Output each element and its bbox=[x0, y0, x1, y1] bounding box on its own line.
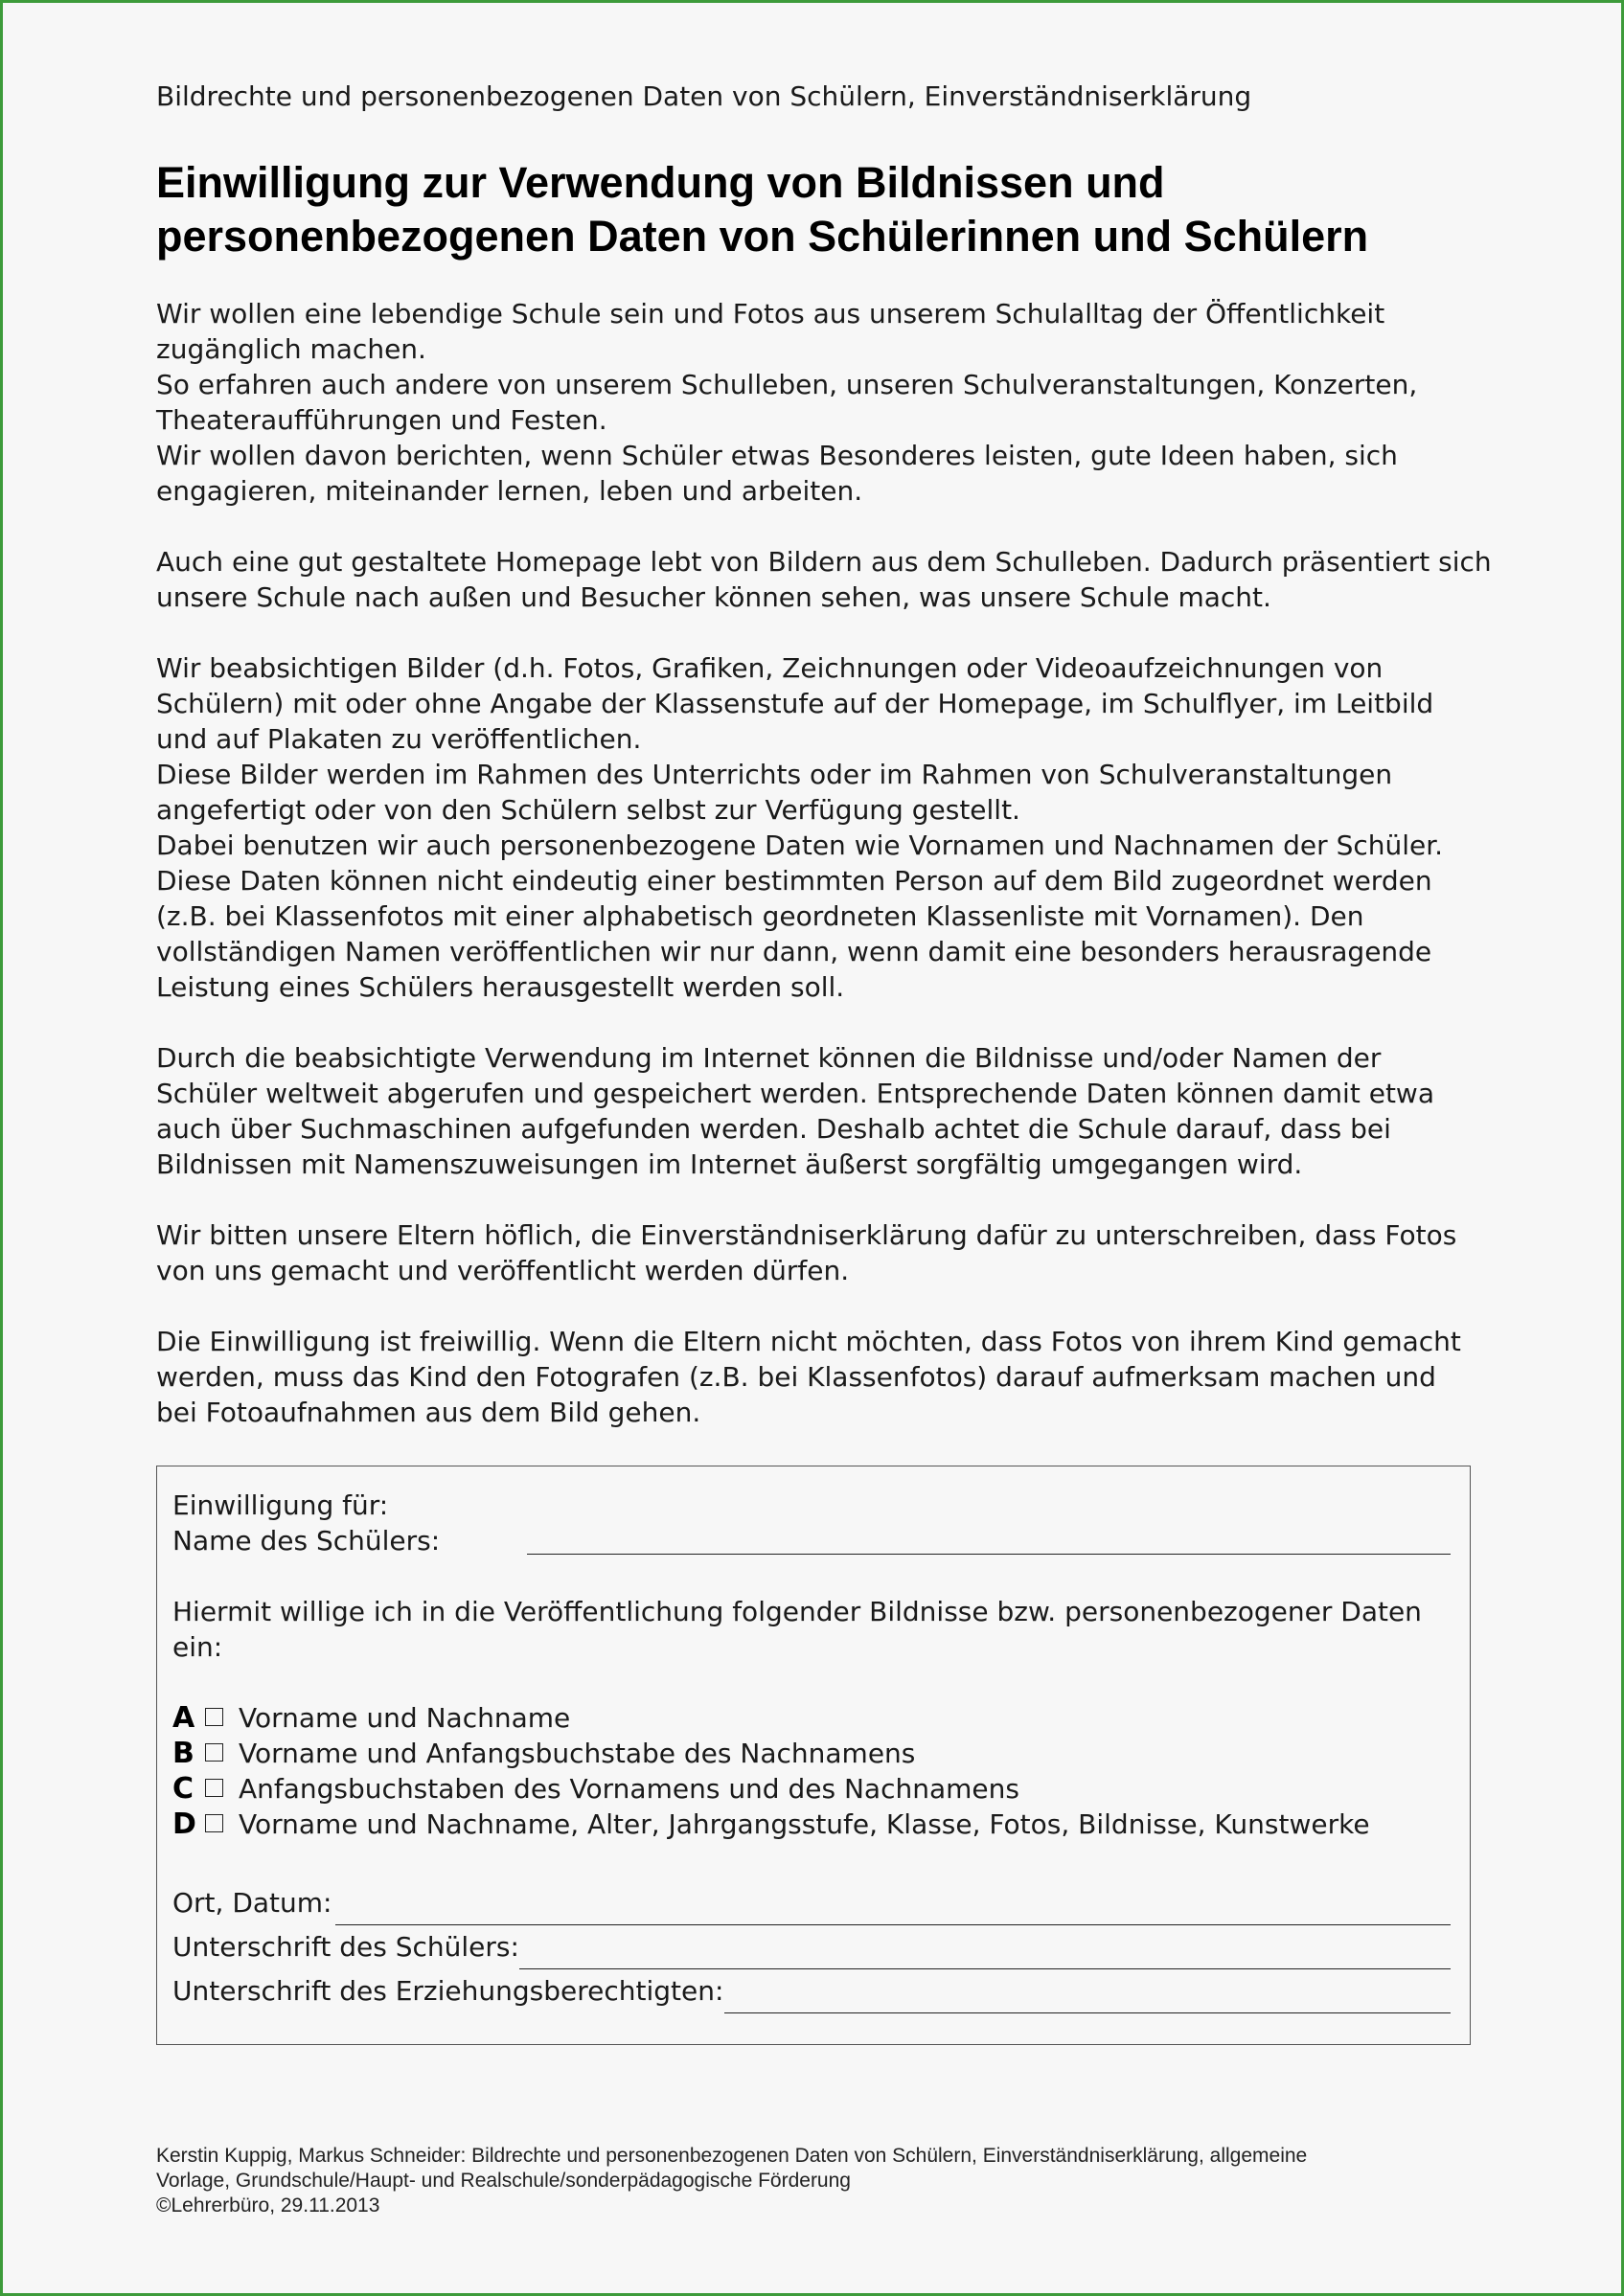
footer-line: ©Lehrerbüro, 29.11.2013 bbox=[156, 2194, 380, 2216]
paragraph bbox=[156, 1324, 1478, 1430]
consent-for-label: Einwilligung für: bbox=[172, 1489, 389, 1521]
option-label: Vorname und Anfangsbuchstabe des Nachnamens bbox=[239, 1738, 916, 1769]
text-line: So erfahren auch andere von unserem Schulleben, unseren Schulveranstaltungen, Konzerten, bbox=[156, 369, 1418, 400]
text-line: vollständigen Namen veröffentlichen wir nur dann, wenn damit eine besonders herausragende bbox=[156, 936, 1432, 967]
footer-line: Vorlage, Grundschule/Haupt- und Realschule/sonderpädagogische Förderung bbox=[156, 2170, 851, 2192]
paragraph bbox=[156, 1040, 1478, 1182]
option-d-checkbox[interactable] bbox=[205, 1814, 223, 1832]
consent-text-line: ein: bbox=[172, 1631, 223, 1663]
running-header: Bildrechte und personenbezogenen Daten von Schülern, Einverständniserklärung bbox=[156, 80, 1252, 112]
paragraph bbox=[156, 296, 1478, 509]
spacer bbox=[172, 1665, 1456, 1700]
option-b-checkbox[interactable] bbox=[205, 1743, 223, 1762]
text-line: Wir beabsichtigen Bilder (d.h. Fotos, Grafiken, Zeichnungen oder Videoaufzeichnungen von bbox=[156, 652, 1384, 684]
text-line: engagieren, miteinander lernen, leben und arbeiten. bbox=[156, 475, 863, 507]
spacer bbox=[172, 1558, 1456, 1594]
consent-form-box bbox=[156, 1466, 1471, 2045]
student-name-field[interactable] bbox=[527, 1554, 1451, 1555]
text-line: Bildnissen mit Namenszuweisungen im Internet äußerst sorgfältig umgegangen wird. bbox=[156, 1148, 1303, 1180]
text-line: (z.B. bei Klassenfotos mit einer alphabetisch geordneten Klassenliste mit Vornamen). Den bbox=[156, 900, 1364, 932]
option-a bbox=[172, 1700, 1456, 1736]
document-footer bbox=[156, 2144, 1498, 2218]
text-line: werden, muss das Kind den Fotografen (z.B. bei Klassenfotos) darauf aufmerksam machen und bbox=[156, 1361, 1436, 1393]
student-name-label: Name des Schülers: bbox=[172, 1525, 441, 1557]
text-line: Wir wollen davon berichten, wenn Schüler etwas Besonderes leisten, gute Ideen haben, sich bbox=[156, 440, 1398, 471]
guardian-signature-row bbox=[172, 1973, 1456, 2017]
body-text bbox=[156, 296, 1492, 1466]
consent-text-line: Hiermit willige ich in die Veröffentlichung folgender Bildnisse bzw. personenbezogener Daten bbox=[172, 1596, 1422, 1627]
option-a-checkbox[interactable] bbox=[205, 1708, 223, 1726]
student-signature-field[interactable] bbox=[519, 1968, 1451, 1969]
title-line: Einwilligung zur Verwendung von Bildnissen und bbox=[156, 158, 1165, 207]
text-line: Schüler weltweit abgerufen und gespeichert werden. Entsprechende Daten können damit etwa bbox=[156, 1078, 1434, 1109]
text-line: Leistung eines Schülers herausgestellt werden soll. bbox=[156, 971, 845, 1003]
place-date-label: Ort, Datum: bbox=[172, 1887, 332, 1919]
option-d bbox=[172, 1807, 1456, 1842]
text-line: Wir bitten unsere Eltern höflich, die Einverständniserklärung dafür zu unterschreiben, dass Fotos bbox=[156, 1219, 1457, 1251]
text-line: Diese Bilder werden im Rahmen des Unterrichts oder im Rahmen von Schulveranstaltungen bbox=[156, 759, 1393, 790]
text-line: angefertigt oder von den Schülern selbst zur Verfügung gestellt. bbox=[156, 794, 1020, 826]
spacer bbox=[172, 1842, 1456, 1885]
text-line: Diese Daten können nicht eindeutig einer bestimmten Person auf dem Bild zugeordnet werden bbox=[156, 865, 1432, 897]
paragraph bbox=[156, 544, 1492, 615]
option-b bbox=[172, 1736, 1456, 1771]
text-line: Theateraufführungen und Festen. bbox=[156, 404, 607, 436]
option-letter: B bbox=[172, 1737, 194, 1770]
consent-form-content bbox=[172, 1488, 1456, 2017]
text-line: Wir wollen eine lebendige Schule sein und Fotos aus unserem Schulalltag der Öffentlichkeit bbox=[156, 298, 1385, 330]
text-line: von uns gemacht und veröffentlicht werden dürfen. bbox=[156, 1255, 850, 1286]
paragraph bbox=[156, 650, 1478, 1005]
option-label: Vorname und Nachname, Alter, Jahrgangsstufe, Klasse, Fotos, Bildnisse, Kunstwerke bbox=[239, 1808, 1370, 1840]
text-line: und auf Plakaten zu veröffentlichen. bbox=[156, 723, 642, 755]
option-letter: D bbox=[172, 1807, 196, 1841]
option-label: Anfangsbuchstaben des Vornamens und des Nachnamens bbox=[239, 1773, 1019, 1805]
place-date-field[interactable] bbox=[335, 1924, 1451, 1925]
option-label: Vorname und Nachname bbox=[239, 1702, 571, 1734]
title-line: personenbezogenen Daten von Schülerinnen und Schülern bbox=[156, 212, 1369, 261]
student-signature-row bbox=[172, 1929, 1456, 1973]
option-c bbox=[172, 1771, 1456, 1807]
text-line: Durch die beabsichtigte Verwendung im Internet können die Bildnisse und/oder Namen der bbox=[156, 1042, 1382, 1074]
student-signature-label: Unterschrift des Schülers: bbox=[172, 1931, 519, 1963]
text-line: unsere Schule nach außen und Besucher können sehen, was unsere Schule macht. bbox=[156, 581, 1271, 613]
option-letter: A bbox=[172, 1701, 195, 1735]
text-line: Dabei benutzen wir auch personenbezogene Daten wie Vornamen und Nachnamen der Schüler. bbox=[156, 830, 1444, 861]
text-line: Auch eine gut gestaltete Homepage lebt von Bildern aus dem Schulleben. Dadurch präsentiert sich bbox=[156, 546, 1492, 578]
paragraph bbox=[156, 1217, 1478, 1288]
text-line: bei Fotoaufnahmen aus dem Bild gehen. bbox=[156, 1397, 701, 1428]
option-letter: C bbox=[172, 1772, 194, 1806]
guardian-signature-field[interactable] bbox=[724, 2012, 1451, 2013]
place-date-row bbox=[172, 1885, 1456, 1929]
student-name-row bbox=[172, 1523, 1456, 1558]
text-line: auch über Suchmaschinen aufgefunden werden. Deshalb achtet die Schule darauf, dass bei bbox=[156, 1113, 1391, 1145]
document-title bbox=[156, 156, 1368, 263]
text-line: zugänglich machen. bbox=[156, 333, 426, 365]
text-line: Schülern) mit oder ohne Angabe der Klassenstufe auf der Homepage, im Schulflyer, im Leitbild bbox=[156, 688, 1434, 719]
footer-line: Kerstin Kuppig, Markus Schneider: Bildrechte und personenbezogenen Daten von Schülern, Einverständniserklärung, allgemeine bbox=[156, 2145, 1308, 2167]
option-c-checkbox[interactable] bbox=[205, 1779, 223, 1797]
guardian-signature-label: Unterschrift des Erziehungsberechtigten: bbox=[172, 1975, 724, 2007]
text-line: Die Einwilligung ist freiwillig. Wenn die Eltern nicht möchten, dass Fotos von ihrem Kind gemacht bbox=[156, 1326, 1461, 1357]
